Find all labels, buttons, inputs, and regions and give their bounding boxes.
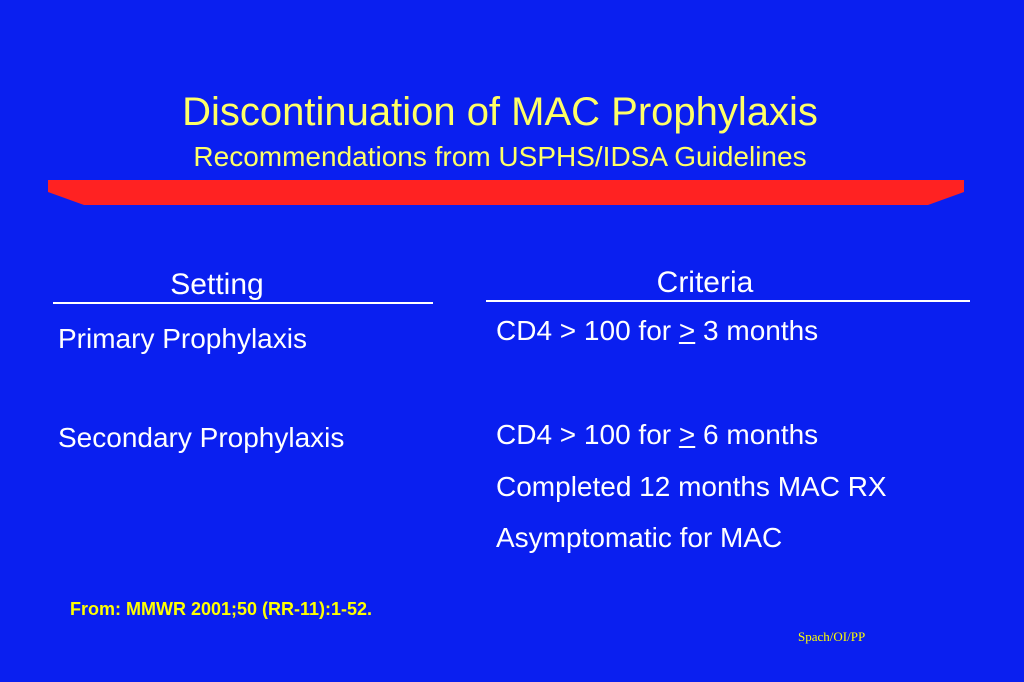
slide-credit: Spach/OI/PP — [798, 629, 866, 644]
criteria-cell: Asymptomatic for MAC — [496, 522, 783, 553]
title-underline-bar — [48, 180, 964, 205]
criteria-cell: CD4 > 100 for > 6 months — [496, 419, 819, 450]
criteria-column-header: Criteria — [656, 266, 754, 299]
setting-column-header: Setting — [170, 268, 264, 301]
setting-cell: Secondary Prophylaxis — [58, 422, 345, 453]
criteria-header-rule — [486, 300, 970, 302]
setting-cell: Primary Prophylaxis — [58, 323, 307, 354]
criteria-cell: CD4 > 100 for > 3 months — [496, 315, 819, 346]
slide-subtitle: Recommendations from USPHS/IDSA Guidelines — [193, 141, 807, 172]
source-citation: From: MMWR 2001;50 (RR-11):1-52. — [70, 599, 373, 619]
criteria-cell: Completed 12 months MAC RX — [496, 471, 887, 502]
setting-header-rule — [53, 302, 433, 304]
slide-title: Discontinuation of MAC Prophylaxis — [182, 90, 818, 134]
